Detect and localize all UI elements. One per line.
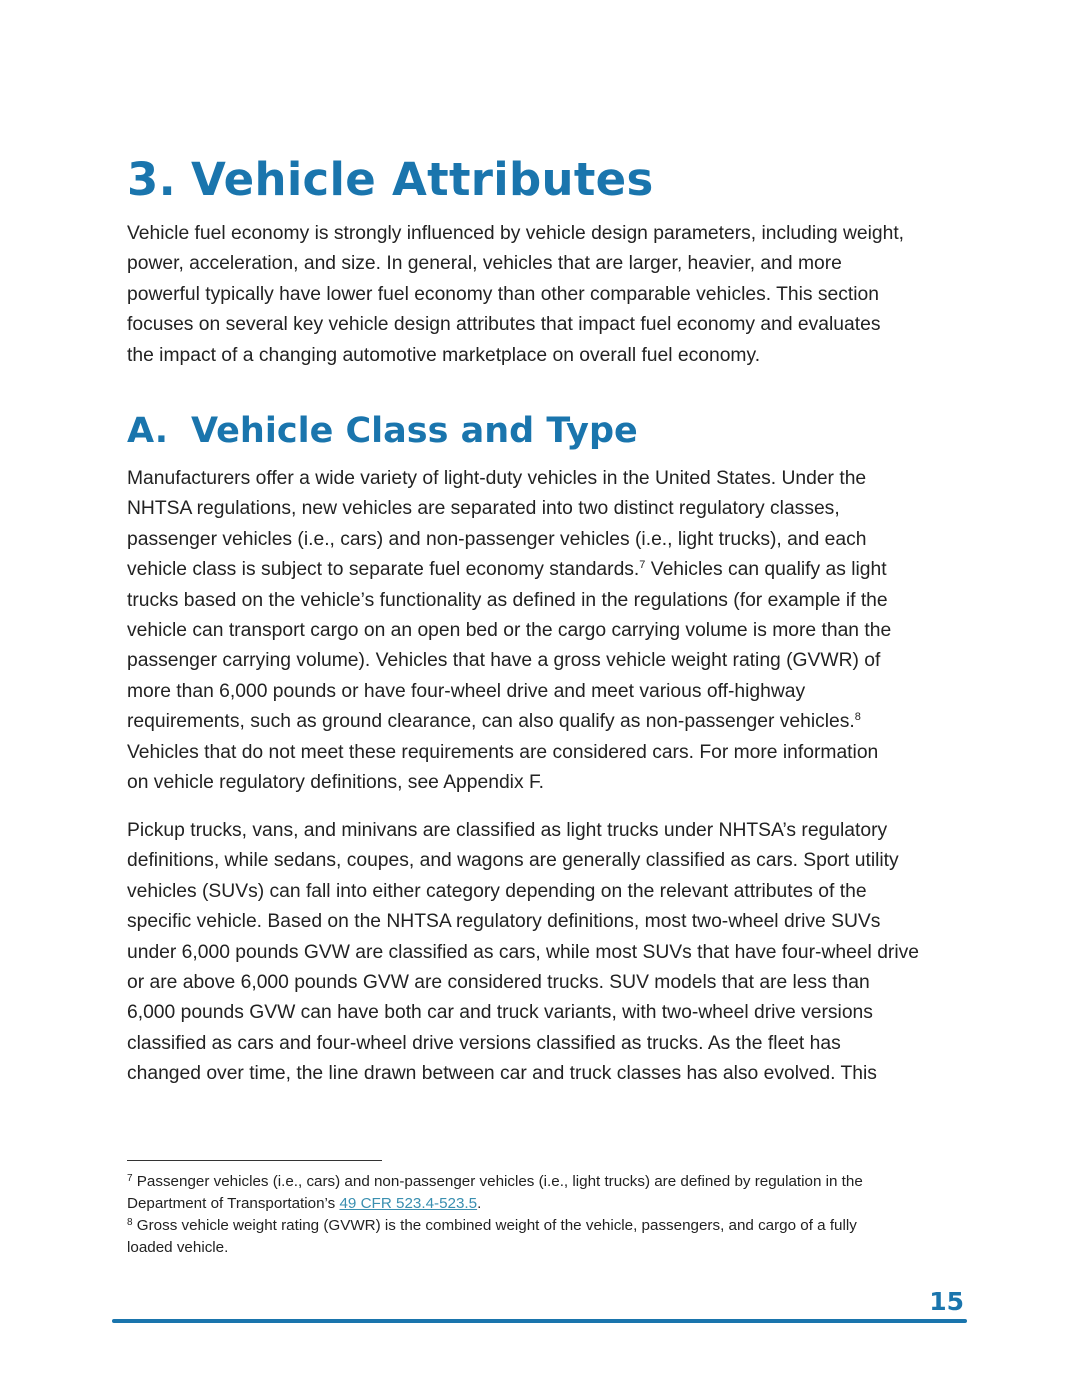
text-line: under 6,000 pounds GVW are classified as cars, while most SUVs that have four-wheel drive bbox=[127, 941, 919, 963]
text-line bbox=[127, 1215, 947, 1237]
text-line: power, acceleration, and size. In general, vehicles that are larger, heavier, and more bbox=[127, 253, 842, 275]
text-line: classified as cars and four-wheel drive versions classified as trucks. As the fleet has bbox=[127, 1032, 841, 1054]
footnote-ref-7[interactable]: 7 bbox=[639, 559, 646, 572]
footer-rule bbox=[112, 1319, 967, 1323]
text-line: vehicle can transport cargo on an open bed or the cargo carrying volume is more than the bbox=[127, 620, 892, 642]
cfr-link[interactable]: 49 CFR 523.4-523.5 bbox=[339, 1194, 478, 1212]
subsection-title: Vehicle Class and Type bbox=[191, 411, 638, 451]
footnote-marker: 7 bbox=[127, 1173, 133, 1184]
text-line: Vehicle fuel economy is strongly influenced by vehicle design parameters, including weight, bbox=[127, 223, 905, 244]
page-number: 15 bbox=[929, 1287, 964, 1316]
text-segment: Gross vehicle weight rating (GVWR) is the combined weight of the vehicle, passengers, and cargo of a fully bbox=[132, 1217, 857, 1234]
text-segment: Department of Transportation’s bbox=[127, 1194, 340, 1212]
section-heading bbox=[127, 150, 654, 210]
text-line: trucks based on the vehicle’s functionality as defined in the regulations (for example if the bbox=[127, 589, 888, 611]
text-line bbox=[127, 1193, 947, 1215]
text-line: specific vehicle. Based on the NHTSA regulatory definitions, most two-wheel drive SUVs bbox=[127, 911, 881, 933]
text-line: passenger vehicles (i.e., cars) and non-passenger vehicles (i.e., light trucks), and each bbox=[127, 528, 867, 550]
text-line: Vehicles that do not meet these requirements are considered cars. For more information bbox=[127, 741, 879, 763]
text-segment: vehicle class is subject to separate fuel economy standards. bbox=[127, 559, 640, 581]
text-segment: requirements, such as ground clearance, can also qualify as non-passenger vehicles. bbox=[127, 711, 855, 733]
text-line: powerful typically have lower fuel economy than other comparable vehicles. This section bbox=[127, 283, 879, 305]
footnote-separator bbox=[127, 1160, 382, 1161]
text-line: Pickup trucks, vans, and minivans are classified as light trucks under NHTSA’s regulatory bbox=[127, 820, 888, 841]
text-segment: Vehicles can qualify as light bbox=[645, 559, 887, 581]
text-segment: . bbox=[477, 1194, 482, 1212]
text-line: more than 6,000 pounds or have four-wheel drive and meet various off-highway bbox=[127, 680, 806, 702]
section-title: Vehicle Attributes bbox=[191, 153, 654, 206]
text-line: focuses on several key vehicle design attributes that impact fuel economy and evaluates bbox=[127, 314, 881, 336]
text-line: 6,000 pounds GVW can have both car and truck variants, with two-wheel drive versions bbox=[127, 1002, 873, 1024]
text-segment: Passenger vehicles (i.e., cars) and non-passenger vehicles (i.e., light trucks) are defined by regulation in the bbox=[132, 1173, 863, 1190]
footnote-8 bbox=[127, 1215, 947, 1259]
class-type-paragraph-2 bbox=[127, 816, 957, 1090]
text-line: or are above 6,000 pounds GVW are considered trucks. SUV models that are less than bbox=[127, 972, 870, 994]
text-line bbox=[127, 555, 957, 585]
footnote-7 bbox=[127, 1171, 947, 1215]
subsection-number: A. bbox=[127, 411, 169, 451]
text-line: passenger carrying volume). Vehicles that have a gross vehicle weight rating (GVWR) of bbox=[127, 650, 881, 672]
footnote-ref-8[interactable]: 8 bbox=[854, 711, 861, 724]
text-line: the impact of a changing automotive marketplace on overall fuel economy. bbox=[127, 344, 761, 366]
intro-paragraph bbox=[127, 219, 957, 371]
text-line: NHTSA regulations, new vehicles are separated into two distinct regulatory classes, bbox=[127, 498, 840, 520]
text-line bbox=[127, 707, 957, 737]
text-line: Manufacturers offer a wide variety of light-duty vehicles in the United States. Under the bbox=[127, 468, 867, 489]
section-number: 3. bbox=[127, 153, 177, 206]
text-line: changed over time, the line drawn between car and truck classes has also evolved. This bbox=[127, 1063, 877, 1085]
text-line: on vehicle regulatory definitions, see Appendix F. bbox=[127, 772, 544, 794]
text-line bbox=[127, 1171, 947, 1193]
class-type-paragraph-1 bbox=[127, 464, 957, 798]
text-line: loaded vehicle. bbox=[127, 1238, 229, 1256]
footnote-marker: 8 bbox=[127, 1217, 133, 1228]
text-line: definitions, while sedans, coupes, and wagons are generally classified as cars. Sport utility bbox=[127, 850, 899, 872]
text-line: vehicles (SUVs) can fall into either category depending on the relevant attributes of the bbox=[127, 880, 867, 902]
subsection-heading bbox=[127, 406, 638, 456]
